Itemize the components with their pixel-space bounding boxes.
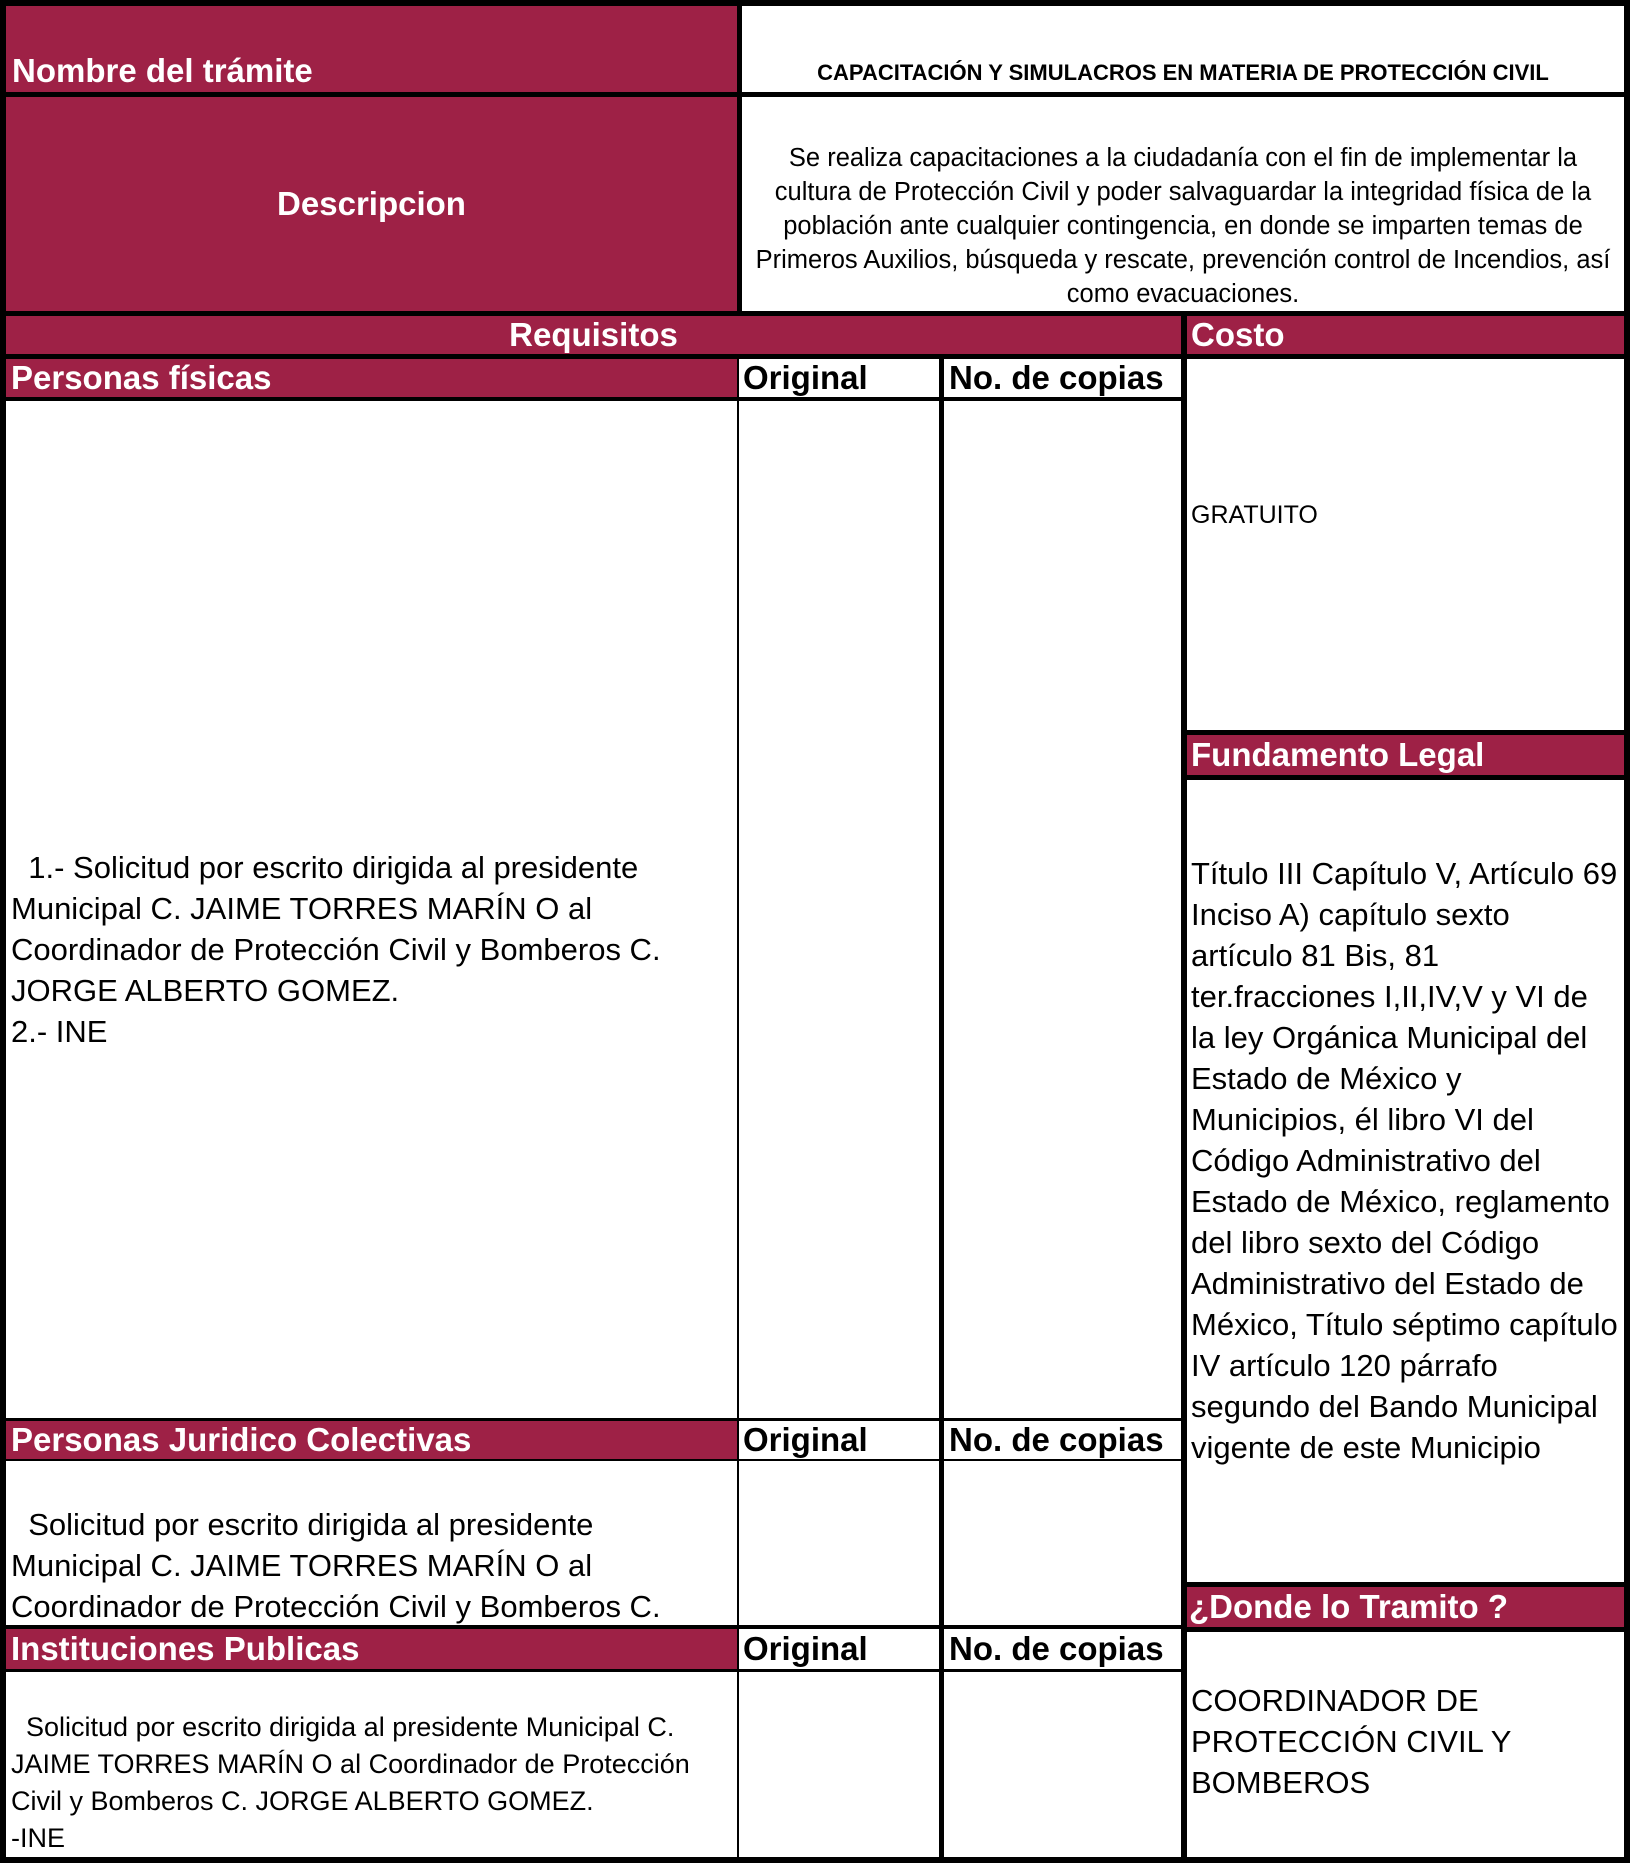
- divider-h-1459: [6, 1459, 1181, 1461]
- original-label: Original: [743, 359, 868, 396]
- divider-h-1418: [6, 1418, 1181, 1421]
- personas-fisicas-text-cell: [6, 401, 737, 1418]
- personas-juridicas-text-cell: [6, 1461, 737, 1625]
- personas-fisicas-label: Personas físicas: [11, 359, 272, 396]
- descripcion-value-text: Se realiza capacitaciones a la ciudadanía con el fin de implementar la cultura de Protección Civil y poder salvaguardar la integridad física de la población ante cualquier contingencia, en donde se imparten temas de Primeros Auxilios, búsqueda y rescate, prevención control de Incendios, así como evacuaciones.: [755, 144, 1611, 308]
- border-top: [0, 0, 1630, 6]
- fundamento-value-cell: [1187, 780, 1624, 1582]
- fundamento-value: Título III Capítulo V, Artículo 69 Inciso A) capítulo sexto artículo 81 Bis, 81 ter.fracciones I,II,IV,V y VI de la ley Orgánica Municipal del Estado de México y Municipios, él libro VI del Código Administrativo del Estado de México, reglamento del libro sexto del Código Administrativo del Estado de México, Título séptimo capítulo IV artículo 120 párrafo segundo del Bando Municipal vigente de este Municipio: [1191, 856, 1618, 1465]
- instituciones-label: Instituciones Publicas: [11, 1630, 360, 1667]
- divider-h-311: [0, 311, 1630, 316]
- divider-fundamento-header-bottom: [1187, 775, 1624, 780]
- fundamento-label: Fundamento Legal: [1191, 736, 1485, 773]
- personas-fisicas-header: [6, 359, 737, 397]
- divider-h-397: [6, 397, 1181, 401]
- divider-col-original: [737, 359, 739, 1857]
- donde-value: COORDINADOR DE PROTECCIÓN CIVIL Y BOMBEROS: [1191, 1683, 1511, 1800]
- donde-header: [1187, 1587, 1624, 1627]
- divider-h-354: [0, 354, 1630, 359]
- border-bottom: [0, 1857, 1630, 1863]
- copias-label: No. de copias: [949, 359, 1164, 396]
- nombre-tramite-value-text: CAPACITACIÓN Y SIMULACROS EN MATERIA DE PROTECCIÓN CIVIL: [817, 60, 1549, 85]
- instituciones-text: Solicitud por escrito dirigida al presidente Municipal C. JAIME TORRES MARÍN O al Coordinador de Protección Civil y Bomberos C. JORGE ALBERTO GOMEZ. -INE: [11, 1712, 690, 1853]
- descripcion-value: [742, 97, 1624, 311]
- divider-donde-header-bottom: [1187, 1627, 1624, 1632]
- border-right: [1624, 0, 1630, 1863]
- instituciones-text-cell: [6, 1672, 737, 1857]
- requisitos-title: Requisitos: [509, 316, 678, 353]
- personas-juridicas-header: [6, 1421, 737, 1459]
- donde-value-cell: [1187, 1632, 1624, 1857]
- divider-top-vertical: [737, 0, 742, 316]
- costo-value: GRATUITO: [1191, 500, 1318, 529]
- divider-h-92: [0, 92, 1630, 97]
- instituciones-original-header: [739, 1629, 939, 1669]
- copias-label: No. de copias: [949, 1630, 1164, 1667]
- divider-costo-bottom: [1187, 730, 1624, 735]
- original-label: Original: [743, 1630, 868, 1667]
- nombre-tramite-label: [6, 6, 737, 92]
- personas-juridicas-copias-header: [944, 1421, 1181, 1459]
- costo-label: Costo: [1191, 316, 1285, 353]
- original-label: Original: [743, 1421, 868, 1458]
- nombre-tramite-value: [742, 6, 1624, 92]
- divider-h-1625: [6, 1625, 1181, 1629]
- border-left: [0, 0, 6, 1863]
- personas-juridicas-text: Solicitud por escrito dirigida al presidente Municipal C. JAIME TORRES MARÍN O al Coordinador de Protección Civil y Bomberos C.: [11, 1507, 661, 1624]
- costo-header: [1187, 316, 1624, 354]
- personas-fisicas-original-header: [739, 359, 939, 397]
- instituciones-copias-header: [944, 1629, 1181, 1669]
- requisitos-header: [6, 316, 1181, 354]
- personas-fisicas-copias-header: [944, 359, 1181, 397]
- donde-label: ¿Donde lo Tramito ?: [1189, 1588, 1508, 1625]
- personas-juridicas-original-header: [739, 1421, 939, 1459]
- personas-fisicas-text: 1.- Solicitud por escrito dirigida al presidente Municipal C. JAIME TORRES MARÍN O al Coordinador de Protección Civil y Bomberos C. JORGE ALBERTO GOMEZ. 2.- INE: [11, 850, 661, 1049]
- divider-col-copias: [939, 359, 944, 1857]
- instituciones-header: [6, 1629, 737, 1669]
- fundamento-header: [1187, 735, 1624, 775]
- costo-value-cell: [1187, 360, 1624, 730]
- divider-fundamento-bottom: [1187, 1582, 1624, 1587]
- descripcion-label-text: Descripcion: [277, 185, 466, 222]
- nombre-tramite-label-text: Nombre del trámite: [12, 52, 313, 89]
- descripcion-label: [6, 97, 737, 311]
- copias-label: No. de copias: [949, 1421, 1164, 1458]
- divider-h-1669: [6, 1669, 1181, 1672]
- personas-juridicas-label: Personas Juridico Colectivas: [11, 1421, 472, 1458]
